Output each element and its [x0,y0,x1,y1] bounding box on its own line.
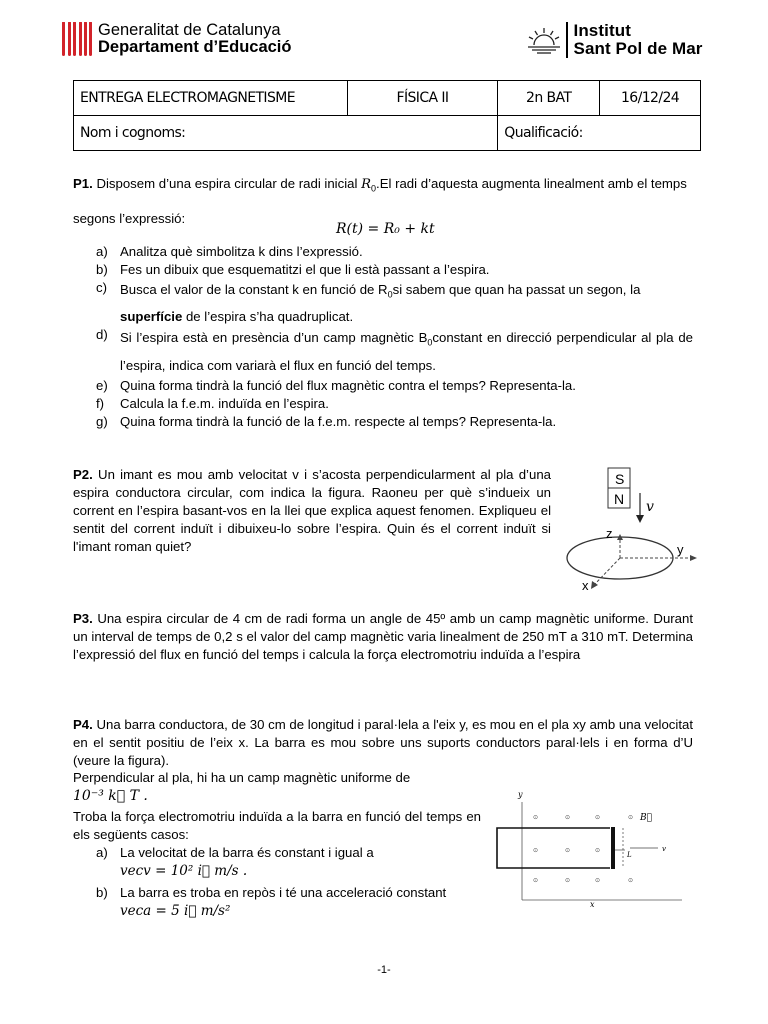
svg-text:⊙: ⊙ [533,814,539,821]
svg-text:⊙: ⊙ [565,847,571,854]
generalitat-logo-block [62,20,291,58]
institute-line2: Sant Pol de Mar [573,39,703,58]
dept-name: Departament d’Educació [98,38,292,56]
fig-b-label: B⃗ [640,813,653,823]
velocity-label: v [646,499,654,515]
institute-logo-block [526,20,703,60]
p1-item-d: d) Si l’espira està en presència d’un camp magnètic $B_0constant$ en direcció perpendicular al pla de l’espira, indica com variarà el flux en funció del temps. [96,326,693,374]
p1-intro-a: Disposem d’una espira circular de radi inicial [96,176,358,191]
svg-text:⊙: ⊙ [533,847,539,854]
p1-items [96,243,693,431]
grade-field[interactable]: Qualificació: [498,116,701,151]
field-dots [533,814,633,884]
exam-title: ENTREGA ELECTROMAGNETISME [74,81,348,116]
subject: FÍSICA II [347,81,498,116]
date: 16/12/24 [600,81,701,116]
svg-text:⊙: ⊙ [533,877,539,884]
p4-field-formula: 10⁻³ k⃗ T . [73,788,148,804]
p1-item-b: b) Fes un dibuix que esquematitzi el que li està passant a l’espira. [96,262,490,277]
svg-text:⊙: ⊙ [595,877,601,884]
axis-y-label: y [677,542,684,557]
p4-bar-figure [490,782,690,912]
name-field[interactable]: Nom i cognoms: [74,116,498,151]
fig-v-label: v [662,845,666,853]
p1-item-g: g) Quina forma tindrà la funció de la f.e.m. respecte al temps? Representa-la. [96,414,557,430]
p4-text1 [73,716,693,770]
logo-separator [566,22,568,58]
p1-r0: R [361,177,372,192]
p4-body1: Una barra conductora, de 30 cm de longitud i paral·lela a l'eix y, es mou en el pla xy amb una velocitat en el sentit positiu de l’eix x. La barra es mou sobre uns suports conductors paral·lels i en forma d’U (veure la figura). [73,717,693,768]
p4-label: P4. [73,717,93,732]
p1-item-c: c) Busca el valor de la constant k en funció de $R_0si$ sabem que quan ha passat un segon, la superfície de l’espira s’ha quadruplicat. [96,280,641,324]
generalitat-stripes-icon [62,22,92,56]
svg-text:⊙: ⊙ [595,814,601,821]
course: 2n BAT [498,81,600,116]
p4-items [96,844,481,920]
p2-body: Un imant es mou amb velocitat v i s’acosta perpendicularment al pla d’una espira conductora circular, com indica la figura. Raoneu per què s’indueix un corrent en l’espira basant-vos en la llei que explica aquest fenomen. Expliqueu el sentit del corrent induït i dibuixeu-lo sobre l’espira. Quin és el corrent induït si l'imant roman quiet? [73,467,551,554]
p1-intro-b: .El radi d’aquesta augmenta linealment amb el temps segons l’expressió: [73,176,687,226]
p1-label: P1. [73,176,93,191]
svg-text:⊙: ⊙ [628,877,634,884]
p2-label: P2. [73,467,93,482]
p2-magnet-figure [562,463,702,593]
svg-text:⊙: ⊙ [628,814,634,821]
magnet-s-label: S [615,471,625,487]
p1-item-e: e) Quina forma tindrà la funció del flux magnètic contra el temps? Representa-la. [96,378,576,394]
institute-line1: Institut [573,21,631,40]
gov-name: Generalitat de Catalunya [98,21,281,39]
info-table [73,80,701,151]
fig-x-axis-label: x [590,900,595,909]
p4-item-b: b) La barra es troba en repòs i té una acceleració constant veca = 5 i⃗ m/s² [96,885,447,919]
p1-item-a: a) Analitza què simbolitza k dins l’expressió. [96,244,363,259]
p4-item-a: a) La velocitat de la barra és constant i igual a vecv = 10² i⃗ m/s . [96,845,374,879]
p2-text [73,466,551,556]
axis-x-label: x [582,578,589,593]
svg-text:⊙: ⊙ [595,847,601,854]
p4-text3: Troba la força electromotriu induïda a la barra en funció del temps en els següents casos: [73,809,481,842]
sunrise-icon [526,25,562,55]
magnet-n-label: N [614,491,625,507]
page-number: -1- [377,964,391,976]
fig-l-label: L [627,851,632,859]
p3-label: P3. [73,611,93,626]
p1-item-f: f) Calcula la f.e.m. induïda en l’espira. [96,396,329,412]
axis-z-label: z [606,526,613,541]
fig-y-axis-label: y [518,790,523,799]
p1-r0-sub: 0 [371,183,377,194]
p3-text [73,610,693,664]
p4-text2: Perpendicular al pla, hi ha un camp magnètic uniforme de [73,770,411,785]
svg-text:⊙: ⊙ [565,877,571,884]
svg-text:⊙: ⊙ [565,814,571,821]
p1-formula: R(t) = R₀ + kt [336,221,435,237]
p3-body: Una espira circular de 4 cm de radi forma un angle de 45º amb un camp magnètic uniforme. Durant un interval de temps de 0,2 s el valor del camp magnètic varia linealment de 250 mT a 310 mT. Determina l’expressió del flux en funció del temps i calcula la força electromotriu induïda a l’espira [73,611,693,662]
